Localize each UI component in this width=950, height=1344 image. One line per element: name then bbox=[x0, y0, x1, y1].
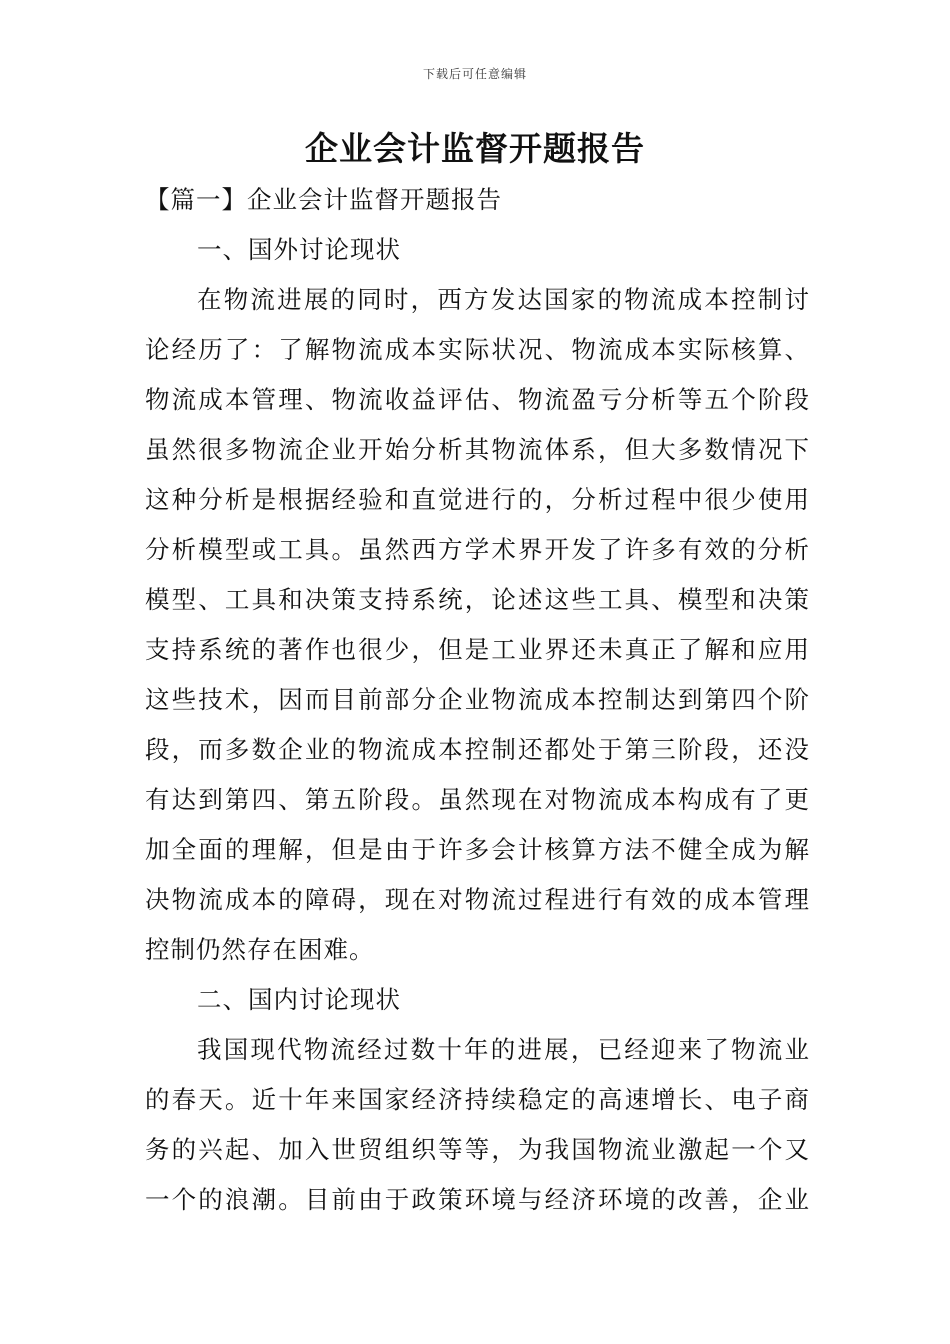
paragraph-line: 我国现代物流经过数十年的进展，已经迎来了物流业 bbox=[197, 1035, 810, 1064]
document-title: 企业会计监督开题报告 bbox=[305, 129, 645, 168]
paragraph-line: 支持系统的著作也很少，但是工业界还未真正了解和应用 bbox=[145, 635, 810, 664]
paragraph-line: 分析模型或工具。虽然西方学术界开发了许多有效的分析 bbox=[145, 535, 810, 564]
section-heading-part-one: 【篇一】企业会计监督开题报告 bbox=[145, 185, 502, 214]
paragraph-line-last: 控制仍然存在困难。 bbox=[145, 935, 375, 964]
header-note: 下载后可任意编辑 bbox=[422, 67, 527, 81]
paragraph-line: 加全面的理解，但是由于许多会计核算方法不健全成为解 bbox=[145, 835, 810, 864]
paragraph-line: 有达到第四、第五阶段。虽然现在对物流成本构成有了更 bbox=[145, 785, 810, 814]
paragraph-line: 决物流成本的障碍，现在对物流过程进行有效的成本管理 bbox=[145, 885, 810, 914]
document-body bbox=[145, 175, 810, 1225]
paragraph-line: 这种分析是根据经验和直觉进行的，分析过程中很少使用 bbox=[145, 485, 810, 514]
paragraph-line: 虽然很多物流企业开始分析其物流体系，但大多数情况下 bbox=[145, 435, 810, 464]
subheading-foreign-research: 一、国外讨论现状 bbox=[197, 235, 401, 264]
paragraph-line: 段，而多数企业的物流成本控制还都处于第三阶段，还没 bbox=[145, 735, 810, 764]
paragraph-line: 物流成本管理、物流收益评估、物流盈亏分析等五个阶段 bbox=[145, 385, 810, 414]
paragraph-line: 的春天。近十年来国家经济持续稳定的高速增长、电子商 bbox=[145, 1085, 810, 1114]
paragraph-line: 论经历了：了解物流成本实际状况、物流成本实际核算、 bbox=[145, 335, 810, 364]
paragraph-line: 一个的浪潮。目前由于政策环境与经济环境的改善，企业 bbox=[145, 1185, 810, 1214]
paragraph-line: 模型、工具和决策支持系统，论述这些工具、模型和决策 bbox=[145, 585, 810, 614]
paragraph-line: 在物流进展的同时，西方发达国家的物流成本控制讨 bbox=[197, 285, 810, 314]
paragraph-line: 务的兴起、加入世贸组织等等，为我国物流业激起一个又 bbox=[145, 1135, 810, 1164]
subheading-domestic-research: 二、国内讨论现状 bbox=[197, 985, 401, 1014]
paragraph-line: 这些技术，因而目前部分企业物流成本控制达到第四个阶 bbox=[145, 685, 810, 714]
